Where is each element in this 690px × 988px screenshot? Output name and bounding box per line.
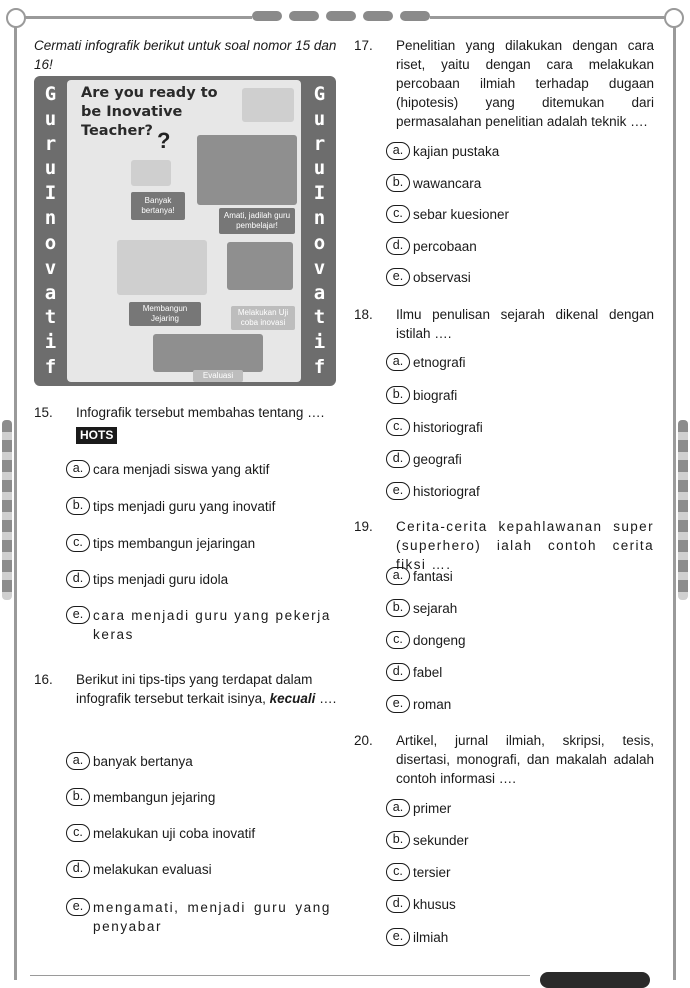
option-16a[interactable]	[66, 752, 338, 771]
option-letter: e.	[386, 928, 410, 946]
option-letter: c.	[386, 418, 410, 436]
option-letter: e.	[386, 482, 410, 500]
side-letter: u	[313, 107, 326, 130]
option-letter: c.	[66, 534, 90, 552]
option-letter: b.	[386, 831, 410, 849]
question-mark-icon: ?	[157, 128, 171, 153]
question-number: 18.	[354, 307, 373, 322]
option-18b[interactable]	[386, 386, 656, 405]
classroom-illustration	[197, 135, 297, 205]
option-letter: c.	[386, 205, 410, 223]
option-text: tips membangun jejaringan	[93, 536, 256, 551]
side-letter: f	[44, 356, 57, 379]
option-letter: d.	[386, 237, 410, 255]
corner-ornament-right	[664, 8, 684, 28]
option-letter: a.	[386, 142, 410, 160]
tip-box-uji-coba: Melakukan Uji coba inovasi	[231, 306, 295, 330]
option-17e[interactable]	[386, 268, 656, 287]
option-letter: a.	[386, 353, 410, 371]
infographic-panel	[67, 80, 301, 382]
option-text: ilmiah	[413, 930, 449, 945]
side-letter: f	[313, 356, 326, 379]
corner-ornament-left	[6, 8, 26, 28]
option-text: percobaan	[413, 239, 477, 254]
option-letter: b.	[66, 788, 90, 806]
option-letter: e.	[386, 695, 410, 713]
option-text: historiograf	[413, 484, 480, 499]
video-call-illustration	[227, 242, 293, 290]
option-letter: d.	[386, 450, 410, 468]
option-letter: a.	[386, 567, 410, 585]
question-text: Cerita-cerita kepahlawanan super (superhero) ialah contoh cerita fiksi ….	[396, 519, 654, 572]
side-tab-left	[2, 420, 12, 600]
option-text: membangun jejaring	[93, 790, 216, 805]
lightbulb-illustration	[131, 160, 171, 186]
instruction-text: Cermati infografik berikut untuk soal nomor 15 dan 16!	[34, 38, 337, 72]
option-text: cara menjadi siswa yang aktif	[93, 462, 270, 477]
option-letter: d.	[66, 860, 90, 878]
option-16b[interactable]	[66, 788, 338, 807]
side-letter: n	[44, 207, 57, 230]
option-15c[interactable]	[66, 534, 338, 553]
option-text: biografi	[413, 388, 458, 403]
side-letter: G	[313, 82, 326, 105]
side-word-left	[34, 76, 67, 386]
option-letter: d.	[386, 895, 410, 913]
option-16d[interactable]	[66, 860, 338, 879]
option-15a[interactable]	[66, 460, 338, 479]
top-ornament	[252, 9, 430, 23]
option-text: roman	[413, 697, 452, 712]
question-text-part: ….	[315, 691, 337, 706]
option-text: sekunder	[413, 833, 469, 848]
option-text: geografi	[413, 452, 462, 467]
option-text: tips menjadi guru idola	[93, 572, 229, 587]
side-letter: I	[313, 182, 326, 205]
evaluation-illustration	[153, 334, 263, 372]
option-letter: e.	[386, 268, 410, 286]
option-19e[interactable]	[386, 695, 656, 714]
question-emphasis: kecuali	[269, 691, 316, 706]
option-text: fantasi	[413, 569, 453, 584]
page-tab-bottom	[540, 972, 650, 988]
option-letter: a.	[66, 752, 90, 770]
option-text: tersier	[413, 865, 451, 880]
question-number: 16.	[34, 672, 53, 687]
side-tab-right	[678, 420, 688, 600]
question-text-part: Berikut ini tips-tips yang terdapat dalam infografik tersebut terkait isinya,	[76, 672, 313, 706]
option-letter: c.	[386, 631, 410, 649]
side-letter: I	[44, 182, 57, 205]
option-letter: a.	[386, 799, 410, 817]
option-text: kajian pustaka	[413, 144, 500, 159]
question-text: Infografik tersebut membahas tentang ….	[76, 405, 325, 420]
option-17b[interactable]	[386, 174, 656, 193]
option-text: observasi	[413, 270, 471, 285]
option-text: khusus	[413, 897, 456, 912]
infographic	[34, 76, 336, 386]
option-text: mengamati, menjadi guru yang penyabar	[93, 900, 331, 934]
option-20e[interactable]	[386, 928, 656, 947]
option-18c[interactable]	[386, 418, 656, 437]
option-letter: b.	[386, 174, 410, 192]
question-text: Penelitian yang dilakukan dengan cara riset, yaitu dengan cara melakukan percobaan ilmiah terhadap dugaan (hipotesis) yang ditemukan dari permasalahan penelitian adalah teknik ….	[396, 38, 654, 129]
option-text: cara menjadi guru yang pekerja keras	[93, 608, 331, 642]
option-letter: d.	[386, 663, 410, 681]
bottom-rule	[30, 975, 530, 976]
side-letter: v	[313, 256, 326, 279]
hots-badge: HOTS	[76, 427, 117, 444]
option-letter: b.	[386, 386, 410, 404]
option-text: sejarah	[413, 601, 458, 616]
option-letter: b.	[386, 599, 410, 617]
option-16e[interactable]	[66, 898, 338, 936]
side-letter: t	[44, 306, 57, 329]
option-20c[interactable]	[386, 863, 656, 882]
side-letter: a	[44, 281, 57, 304]
side-letter: i	[44, 331, 57, 354]
side-letter: G	[44, 82, 57, 105]
question-number: 20.	[354, 733, 373, 748]
side-letter: u	[313, 157, 326, 180]
option-letter: a.	[66, 460, 90, 478]
option-19a[interactable]	[386, 567, 656, 586]
side-letter: o	[313, 231, 326, 254]
teacher-board-illustration	[242, 88, 294, 122]
side-letter: u	[44, 107, 57, 130]
option-18a[interactable]	[386, 353, 656, 372]
side-letter: r	[313, 132, 326, 155]
question-text	[76, 670, 338, 708]
page-border-right	[673, 16, 676, 980]
tip-box-banyak-bertanya: Banyak bertanya!	[131, 192, 185, 220]
option-15d[interactable]	[66, 570, 338, 589]
side-word-right	[303, 76, 336, 386]
question-text: Artikel, jurnal ilmiah, skripsi, tesis, disertasi, monografi, dan makalah adalah contoh informasi ….	[396, 733, 654, 786]
option-18e[interactable]	[386, 482, 656, 501]
side-letter: o	[44, 231, 57, 254]
option-20b[interactable]	[386, 831, 656, 850]
option-19b[interactable]	[386, 599, 656, 618]
side-letter: r	[44, 132, 57, 155]
side-letter: a	[313, 281, 326, 304]
option-letter: d.	[66, 570, 90, 588]
side-letter: t	[313, 306, 326, 329]
question-number: 19.	[354, 519, 373, 534]
side-letter: v	[44, 256, 57, 279]
question-number: 15.	[34, 405, 53, 420]
option-text: melakukan evaluasi	[93, 862, 212, 877]
option-16c[interactable]	[66, 824, 338, 843]
option-letter: e.	[66, 898, 90, 916]
option-letter: c.	[66, 824, 90, 842]
tip-box-amati: Amati, jadilah guru pembelajar!	[219, 208, 295, 234]
option-text: fabel	[413, 665, 443, 680]
option-18d[interactable]	[386, 450, 656, 469]
page-border-left	[14, 16, 17, 980]
option-19c[interactable]	[386, 631, 656, 650]
option-19d[interactable]	[386, 663, 656, 682]
question-number: 17.	[354, 38, 373, 53]
option-17a[interactable]	[386, 142, 656, 161]
option-text: tips menjadi guru yang inovatif	[93, 499, 276, 514]
option-15e[interactable]	[66, 606, 338, 644]
tip-box-evaluasi: Evaluasi	[193, 370, 243, 382]
option-text: historiografi	[413, 420, 483, 435]
side-letter: i	[313, 331, 326, 354]
option-15b[interactable]	[66, 497, 338, 516]
option-text: melakukan uji coba inovatif	[93, 826, 256, 841]
option-letter: e.	[66, 606, 90, 624]
question-text: Ilmu penulisan sejarah dikenal dengan istilah ….	[396, 307, 654, 341]
option-17d[interactable]	[386, 237, 656, 256]
side-letter: u	[44, 157, 57, 180]
option-letter: c.	[386, 863, 410, 881]
option-text: etnografi	[413, 355, 466, 370]
option-text: primer	[413, 801, 452, 816]
option-20d[interactable]	[386, 895, 656, 914]
option-text: wawancara	[413, 176, 482, 191]
side-letter: n	[313, 207, 326, 230]
tip-box-membangun-jejaring: Membangun Jejaring	[129, 302, 201, 326]
option-17c[interactable]	[386, 205, 656, 224]
option-text: dongeng	[413, 633, 466, 648]
networking-illustration	[117, 240, 207, 295]
option-20a[interactable]	[386, 799, 656, 818]
option-text: banyak bertanya	[93, 754, 193, 769]
infographic-title: Are you ready to be Inovative Teacher?	[81, 85, 218, 139]
option-letter: b.	[66, 497, 90, 515]
option-text: sebar kuesioner	[413, 207, 510, 222]
